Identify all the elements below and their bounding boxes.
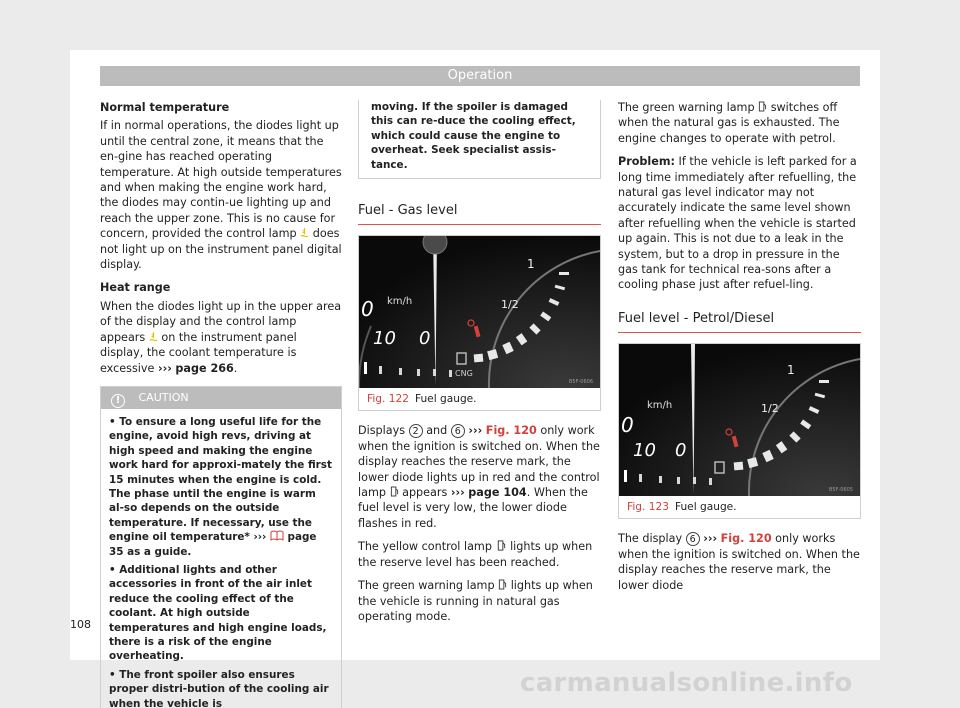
gauge-cng-label: CNG [455, 369, 473, 379]
coolant-temperature-icon [149, 331, 158, 342]
green-lamp-off-paragraph: The green warning lamp switches off when the natural gas is exhausted. The engine changes to operate with petrol. [618, 101, 840, 145]
gauge-unit-label: km/h [387, 296, 413, 308]
figure-123 [618, 343, 861, 519]
fuel-pump-icon [390, 486, 399, 497]
gauge-graphic [359, 236, 600, 388]
gauge-mark-half: 1/2 [501, 298, 519, 312]
normal-temperature-heading: Normal temperature [100, 101, 230, 114]
figure-code: B5F-0606 [569, 379, 594, 386]
display-paragraph: The display 6 ››› Fig. 120 only works when the ignition is switched on. When the display reaches the reserve mark, the lower diode [618, 532, 860, 592]
figure-caption: Fig. 122 Fuel gauge. [367, 393, 477, 406]
heat-range-text: When the diodes light up in the upper area of the display and the control lamp appears on the instrument panel display, the coolant temperature is excessive ››› page 266. [100, 299, 342, 375]
gauge-speed-low: 10 [373, 328, 396, 350]
caution-body [101, 409, 341, 708]
column-left [100, 100, 342, 708]
gauge-mark-full: 1 [527, 257, 535, 272]
heat-range-heading: Heat range [100, 281, 171, 295]
gauge-graphic [619, 344, 860, 496]
caution-item: • To ensure a long useful life for the engine, avoid high revs, driving at high speed and making the engine work hard for approxi-mately the first 15 minutes when the engine is cold. The phase until the engine is warm al-so depends on the outside temperature. If necessary, use the engine oil temperature* ››› page 35 as a guide. [109, 415, 332, 558]
callout-2: 2 [409, 424, 423, 438]
green-lamp-paragraph: The green warning lamp lights up when the vehicle is running in natural gas operating mode. [358, 579, 593, 623]
fig-120-ref[interactable]: Fig. 120 [720, 532, 772, 546]
figure-caption: Fig. 123 Fuel gauge. [627, 501, 737, 514]
gauge-speed-zero: 0 [361, 297, 374, 322]
yellow-lamp-paragraph: The yellow control lamp lights up when the reserve level has been reached. [358, 540, 593, 569]
caution-box [100, 386, 342, 708]
callout-6: 6 [686, 532, 700, 546]
fuel-pump-icon [496, 540, 507, 551]
caution-header: ! CAUTION [101, 387, 341, 409]
coolant-temperature-icon [300, 227, 309, 238]
displays-paragraph: Displays 2 and 6 ››› Fig. 120 only work when the ignition is switched on. When the display reaches the reserve mark, the lower diode lights up in red and the control lamp appears ››› page 104. When the fuel level is very low, the lower diode flashes in red. [358, 424, 600, 530]
page-104-ref[interactable]: page 104 [468, 486, 527, 500]
caution-continued: moving. If the spoiler is damaged this can re-duce the cooling effect, which could cause the engine to overheat. Seek specialist assis-tance. [358, 100, 601, 179]
gauge-mark-half: 1/2 [761, 402, 779, 416]
gauge-speed-zero-2: 0 [419, 328, 431, 350]
column-right [618, 100, 861, 601]
fig-120-ref[interactable]: Fig. 120 [485, 424, 537, 438]
cng-fuel-icon [498, 579, 507, 590]
gauge-mark-full: 1 [787, 363, 795, 378]
section-title-fuel-level: Fuel level - Petrol/Diesel [618, 311, 861, 333]
caution-item: • The front spoiler also ensures proper distri-bution of the cooling air when the vehicle is [109, 668, 329, 708]
cng-fuel-icon [758, 101, 767, 112]
problem-paragraph: Problem: If the vehicle is left parked for a long time immediately after refuelling, the natural gas level indicator may not accurately indicate the same level shown after refuelling when the vehicle is started up again. This is not due to a leak in the system, but to a drop in pressure in the gas tank for technical rea-sons after a cooling phase just after refuel-ling. [618, 155, 857, 292]
figure-code: B5F-0605 [829, 487, 854, 494]
page-header: Operation [100, 66, 860, 86]
heat-page-ref[interactable]: page 266 [175, 361, 234, 375]
callout-6: 6 [451, 424, 465, 438]
gauge-unit-label: km/h [647, 400, 673, 412]
section-title-gas-level: Fuel - Gas level [358, 203, 601, 225]
book-icon [270, 530, 284, 541]
page-number: 108 [70, 618, 91, 631]
gauge-speed-zero-2: 0 [675, 440, 687, 462]
watermark: carmanualsonline.info [520, 668, 853, 698]
gauge-speed-zero: 0 [621, 413, 634, 438]
gas-gauge-image [359, 236, 600, 388]
caution-icon: ! [111, 394, 125, 408]
fuel-gauge-image [619, 344, 860, 496]
normal-temperature-text: If in normal operations, the diodes light up until the central zone, it means that the en-gine has reached operating temperature. At high outside temperatures and when making the engine work hard, the diodes may contin-ue lighting up and reach the upper zone. This is no cause for concern, provided the control lamp does not light up on the instrument panel digital display. [100, 119, 342, 272]
gauge-speed-low: 10 [633, 440, 656, 462]
figure-122 [358, 235, 601, 411]
cross-ref-arrows: ››› [157, 361, 172, 375]
column-middle [358, 100, 601, 632]
caution-item: • Additional lights and other accessories in front of the air inlet reduce the cooling effect of the coolant. At high outside temperatures and high engine loads, there is a risk of the engine overheating. [109, 563, 327, 663]
